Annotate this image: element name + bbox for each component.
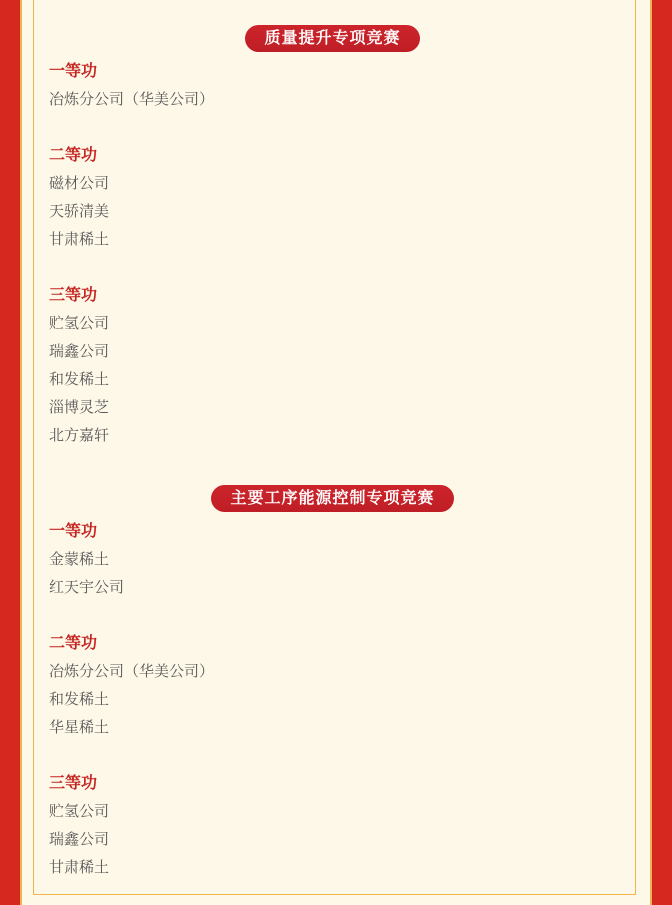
rank-heading: 三等功 (49, 287, 98, 304)
section-badge-row (49, 25, 616, 52)
section-badge: 主要工序能源控制专项竞赛 (211, 485, 453, 512)
rank-group (49, 282, 616, 450)
rank-heading: 一等功 (49, 523, 98, 540)
company-entry: 瑞鑫公司 (49, 343, 110, 360)
company-entry: 冶炼分公司（华美公司） (49, 91, 215, 108)
company-entry: 和发稀土 (49, 691, 110, 708)
company-entry: 金蒙稀土 (49, 551, 110, 568)
company-entry: 磁材公司 (49, 175, 110, 192)
company-entry: 贮氢公司 (49, 803, 110, 820)
rank-heading: 二等功 (49, 147, 98, 164)
rank-group (49, 770, 616, 882)
award-section (49, 25, 616, 450)
company-entry: 甘肃稀土 (49, 859, 110, 876)
company-entry: 淄博灵芝 (49, 399, 110, 416)
rank-heading: 一等功 (49, 63, 98, 80)
company-entry: 和发稀土 (49, 371, 110, 388)
left-red-border (0, 0, 22, 905)
section-badge-row (49, 485, 616, 512)
company-entry: 北方嘉轩 (49, 427, 110, 444)
award-section (49, 485, 616, 882)
rank-heading: 二等功 (49, 635, 98, 652)
company-entry: 贮氢公司 (49, 315, 110, 332)
right-red-border (650, 0, 672, 905)
rank-groups (49, 518, 616, 882)
rank-group (49, 142, 616, 254)
rank-groups (49, 58, 616, 450)
company-entry: 冶炼分公司（华美公司） (49, 663, 215, 680)
rank-heading: 三等功 (49, 775, 98, 792)
company-entry: 华星稀土 (49, 719, 110, 736)
company-entry: 甘肃稀土 (49, 231, 110, 248)
section-badge: 质量提升专项竞赛 (245, 25, 419, 52)
company-entry: 红天宇公司 (49, 579, 125, 596)
company-entry: 天骄清美 (49, 203, 110, 220)
company-entry: 瑞鑫公司 (49, 831, 110, 848)
rank-group (49, 630, 616, 742)
rank-group (49, 58, 616, 114)
rank-group (49, 518, 616, 602)
award-content (33, 0, 636, 895)
